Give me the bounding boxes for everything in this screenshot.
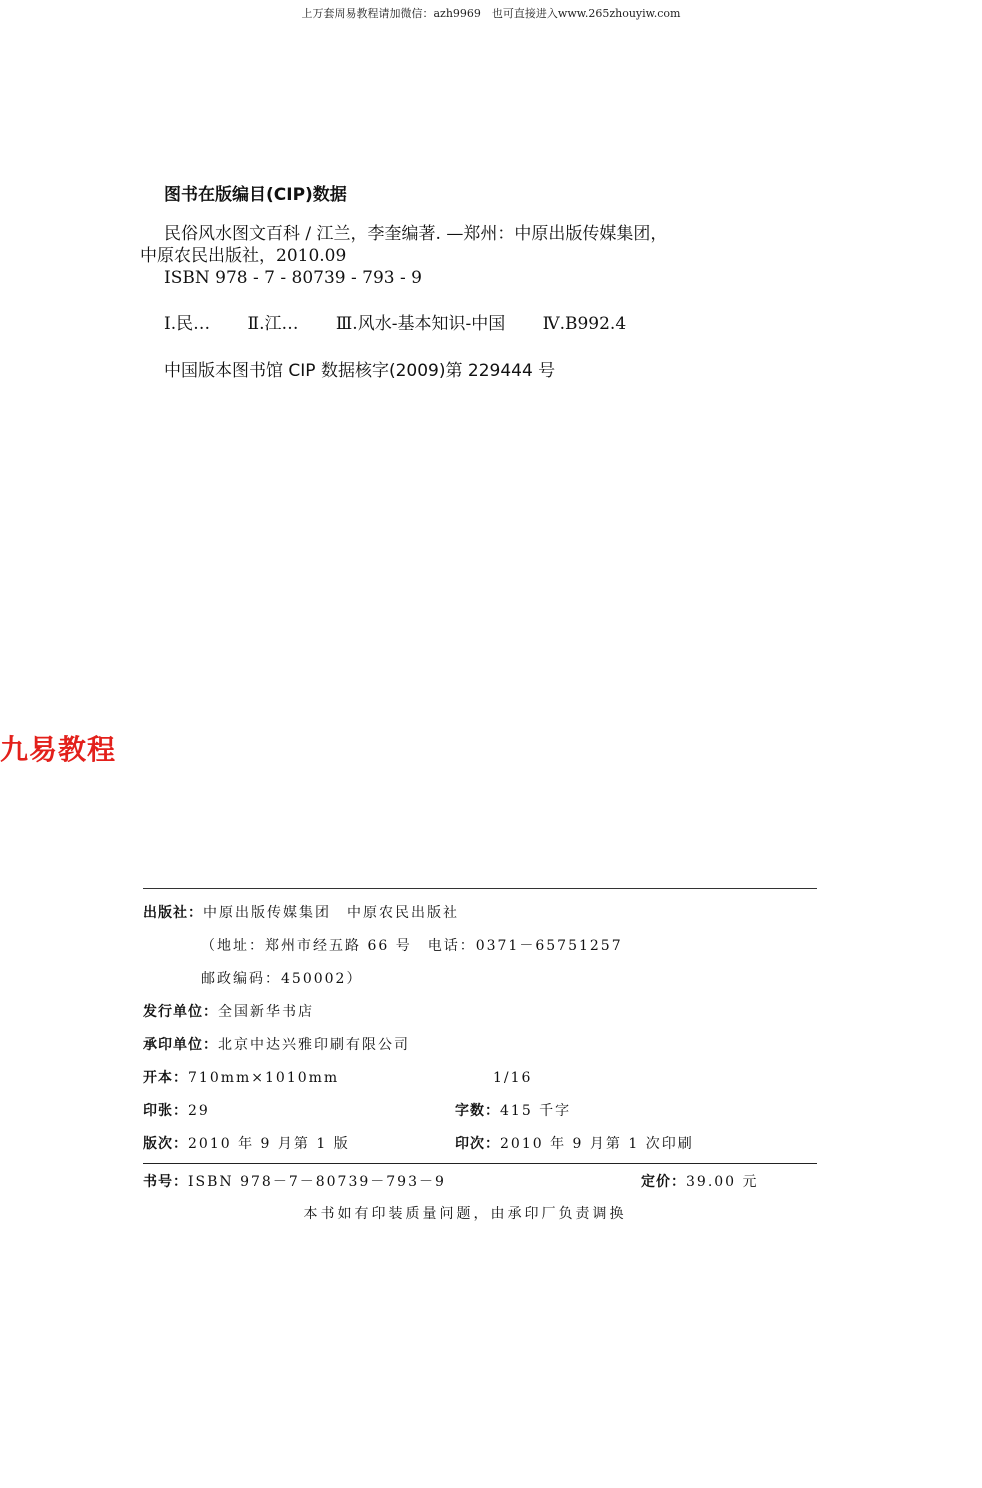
- cip-line-2: 中原农民出版社，2010.09: [140, 246, 347, 266]
- sheets-label: 印张：: [143, 1103, 188, 1119]
- format-label: 开本：: [143, 1070, 188, 1086]
- sheets-value: 29: [188, 1103, 210, 1119]
- cip-number-line: 中国版本图书馆 CIP 数据核字(2009)第 229444 号: [164, 361, 556, 381]
- cip-data-block: [140, 180, 840, 381]
- header-note: 上万套周易教程请加微信：azh9969 也可直接进入www.265zhouyiw.com: [301, 7, 681, 20]
- printing-label: 印次：: [455, 1136, 500, 1152]
- printing-cell: [455, 1128, 694, 1161]
- top-rule: [143, 888, 817, 889]
- words-cell: [455, 1095, 571, 1128]
- isbn-row: [143, 1166, 817, 1199]
- quality-note: 本书如有印装质量问题，由承印厂负责调换: [303, 1206, 627, 1222]
- imprint-block: [143, 888, 817, 1223]
- middle-rule: [143, 1163, 817, 1164]
- classification-item: Ⅲ.风水-基本知识-中国: [335, 314, 506, 334]
- distributor-row: [143, 996, 817, 1029]
- price-label: 定价：: [641, 1174, 686, 1190]
- format-ratio: 1/16: [493, 1070, 533, 1086]
- distributor-value: 全国新华书店: [218, 1004, 314, 1020]
- printing-value: 2010 年 9 月第 1 次印刷: [500, 1136, 694, 1152]
- cip-line-isbn: ISBN 978 - 7 - 80739 - 793 - 9: [164, 268, 422, 288]
- postcode-line: 邮政编码：450002）: [201, 971, 363, 987]
- watermark-text: 九易教程: [0, 733, 117, 766]
- publisher-row: [143, 897, 817, 930]
- printer-row: [143, 1029, 817, 1062]
- price-cell: [641, 1166, 759, 1199]
- classification-item: Ⅳ.B992.4: [542, 314, 627, 334]
- format-row: [143, 1062, 817, 1095]
- edition-row: [143, 1128, 817, 1161]
- printer-value: 北京中达兴雅印刷有限公司: [218, 1037, 410, 1053]
- sheets-row: [143, 1095, 817, 1128]
- address-line: （地址：郑州市经五路 66 号 电话：0371－65751257: [201, 938, 623, 954]
- publisher-label: 出版社：: [143, 905, 203, 921]
- edition-value: 2010 年 9 月第 1 版: [188, 1136, 350, 1152]
- format-value: 710mm×1010mm: [188, 1070, 340, 1086]
- edition-label: 版次：: [143, 1136, 188, 1152]
- postcode-row: [143, 963, 817, 996]
- cip-title: 图书在版编目(CIP)数据: [164, 185, 347, 205]
- classification-item: Ⅱ.江…: [247, 314, 299, 334]
- words-label: 字数：: [455, 1103, 500, 1119]
- address-row: [143, 930, 817, 963]
- cip-line-1: 民俗风水图文百科 / 江兰，李奎编著. —郑州：中原出版传媒集团，: [164, 224, 668, 244]
- price-value: 39.00 元: [686, 1174, 759, 1190]
- distributor-label: 发行单位：: [143, 1004, 218, 1020]
- printer-label: 承印单位：: [143, 1037, 218, 1053]
- cip-classification: [164, 309, 840, 334]
- words-value: 415 千字: [500, 1103, 572, 1119]
- isbn-label: 书号：: [143, 1174, 188, 1190]
- classification-item: Ⅰ.民…: [164, 314, 211, 334]
- isbn-value: ISBN 978－7－80739－793－9: [188, 1174, 446, 1190]
- publisher-value: 中原出版传媒集团 中原农民出版社: [203, 905, 459, 921]
